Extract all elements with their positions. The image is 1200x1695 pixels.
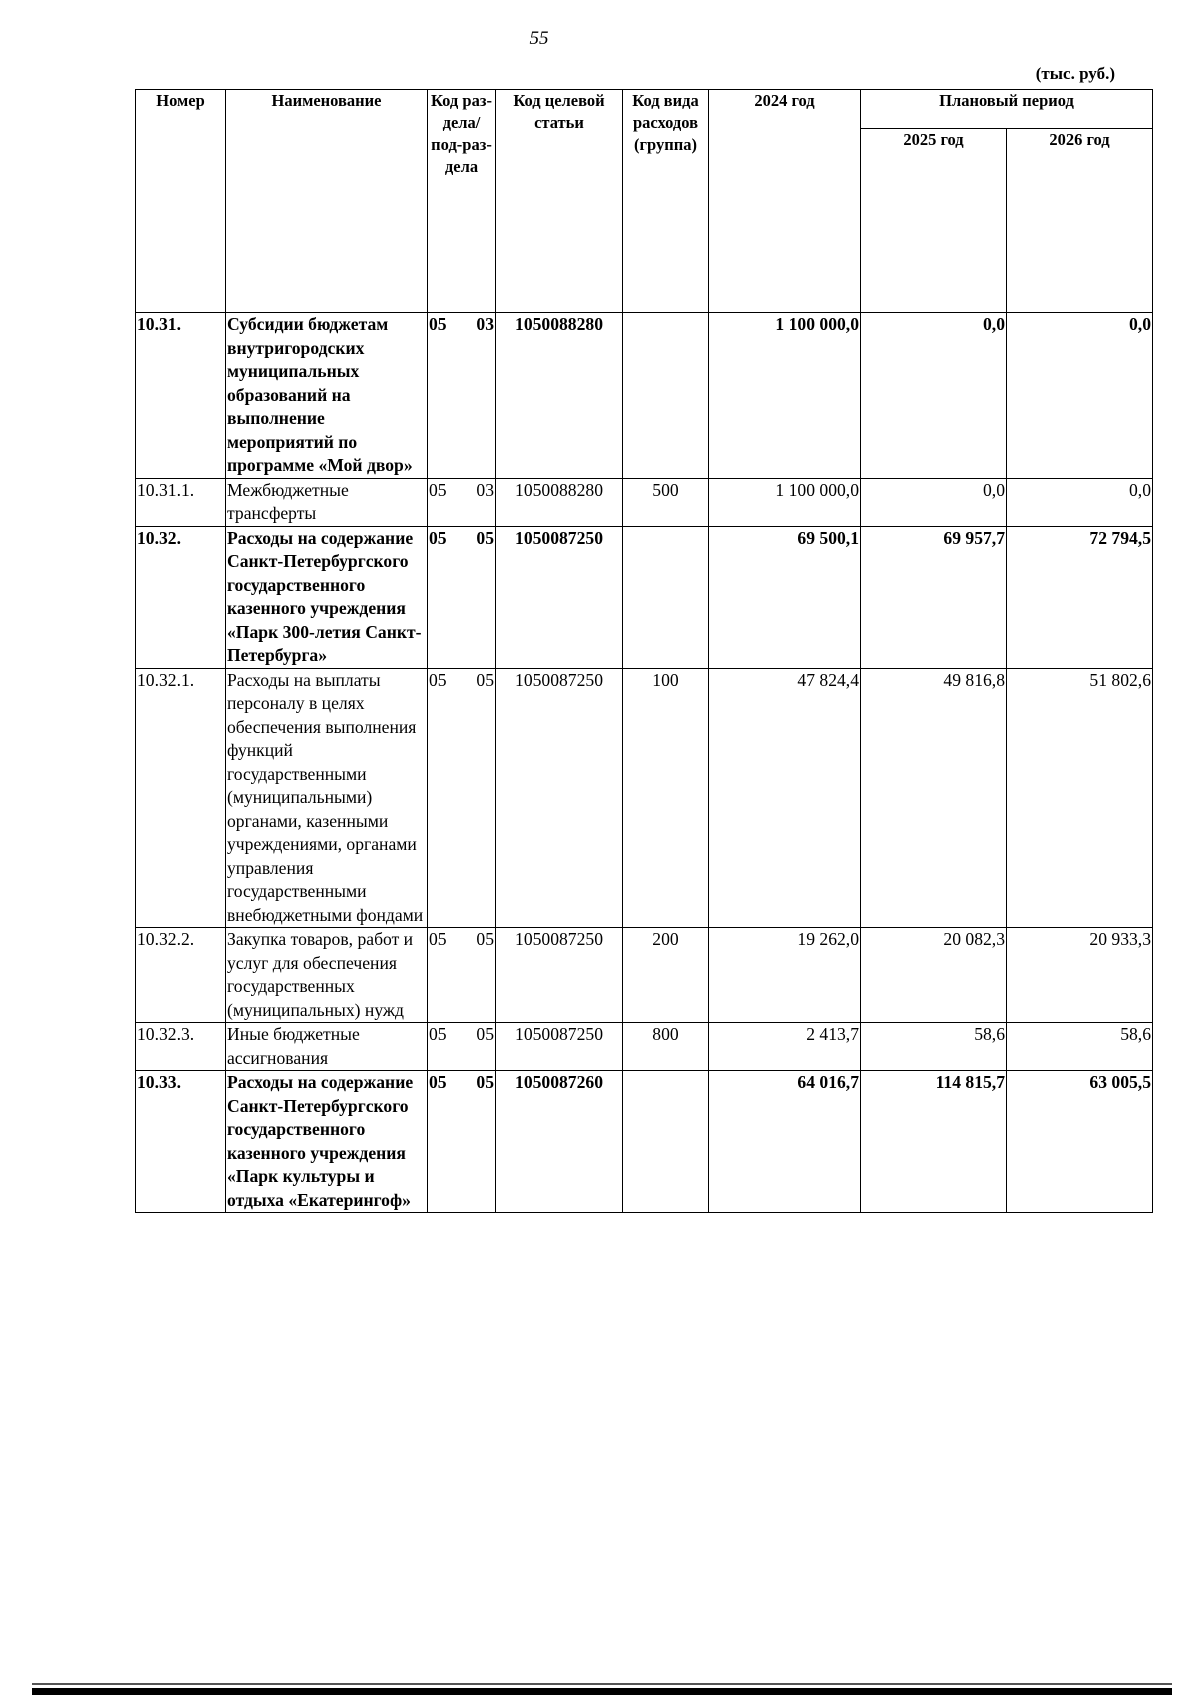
- row-number: 10.32.3.: [136, 1023, 226, 1071]
- row-value-2026: 63 005,5: [1007, 1071, 1153, 1213]
- table-row: [136, 526, 1153, 668]
- row-value-2024: 64 016,7: [709, 1071, 861, 1213]
- row-razdel: 05: [429, 1024, 447, 1044]
- row-name: Межбюджетные трансферты: [226, 478, 428, 526]
- row-podrazdel: 03: [476, 314, 494, 334]
- row-section-code: [428, 668, 496, 928]
- row-razdel: 05: [429, 669, 447, 690]
- row-podrazdel: 05: [476, 527, 494, 548]
- row-podrazdel: 05: [476, 669, 494, 690]
- row-section-code: [428, 526, 496, 668]
- row-podrazdel: 05: [476, 1024, 494, 1044]
- table-row: [136, 928, 1153, 1023]
- row-value-2024: 69 500,1: [709, 526, 861, 668]
- footer-rule-thin: [32, 1683, 1172, 1685]
- table-row: [136, 478, 1153, 526]
- row-razdel: 05: [429, 929, 447, 949]
- row-number: 10.31.: [136, 313, 226, 479]
- row-value-2025: 58,6: [861, 1023, 1007, 1071]
- row-podrazdel: 03: [476, 479, 494, 500]
- row-value-2026: 20 933,3: [1007, 928, 1153, 1023]
- header-year-2026: 2026 год: [1007, 129, 1153, 313]
- row-expense-type: [623, 313, 709, 479]
- header-year-2024: 2024 год: [709, 90, 861, 313]
- row-value-2026: 58,6: [1007, 1023, 1153, 1071]
- row-razdel: 05: [429, 479, 447, 500]
- row-expense-type: 100: [623, 668, 709, 928]
- table-row: [136, 1023, 1153, 1071]
- row-number: 10.31.1.: [136, 478, 226, 526]
- row-value-2024: 2 413,7: [709, 1023, 861, 1071]
- row-value-2025: 20 082,3: [861, 928, 1007, 1023]
- row-section-code: [428, 478, 496, 526]
- row-section-code: [428, 1023, 496, 1071]
- row-value-2024: 47 824,4: [709, 668, 861, 928]
- header-target-code: Код целевой статьи: [496, 90, 623, 313]
- row-razdel: 05: [429, 1072, 447, 1092]
- row-name: Иные бюджетные ассигнования: [226, 1023, 428, 1071]
- row-value-2025: 0,0: [861, 478, 1007, 526]
- budget-table: [135, 89, 1153, 1213]
- table-row: [136, 313, 1153, 479]
- row-value-2025: 0,0: [861, 313, 1007, 479]
- row-podrazdel: 05: [476, 1072, 494, 1092]
- row-target-code: 1050087250: [496, 668, 623, 928]
- row-name: Субсидии бюджетам внутригородских муниципальных образований на выполнение мероприятий по программе «Мой двор»: [226, 313, 428, 479]
- row-name: Расходы на выплаты персоналу в целях обеспечения выполнения функций государственными (муниципальными) органами, казенными учреждениями, органами управления государственными внебюджетными фондами: [226, 668, 428, 928]
- row-value-2024: 1 100 000,0: [709, 478, 861, 526]
- row-number: 10.32.1.: [136, 668, 226, 928]
- header-year-2025: 2025 год: [861, 129, 1007, 313]
- header-planning-period: Плановый период: [861, 90, 1153, 129]
- header-expense-type-code: Код вида расходов (группа): [623, 90, 709, 313]
- row-value-2026: 72 794,5: [1007, 526, 1153, 668]
- row-section-code: [428, 313, 496, 479]
- row-target-code: 1050087260: [496, 1071, 623, 1213]
- table-row: [136, 668, 1153, 928]
- header-number: Номер: [136, 90, 226, 313]
- row-name: Закупка товаров, работ и услуг для обеспечения государственных (муниципальных) нужд: [226, 928, 428, 1023]
- row-value-2025: 114 815,7: [861, 1071, 1007, 1213]
- row-expense-type: 200: [623, 928, 709, 1023]
- row-value-2025: 69 957,7: [861, 526, 1007, 668]
- row-value-2026: 0,0: [1007, 313, 1153, 479]
- row-name: Расходы на содержание Санкт-Петербургского государственного казенного учреждения «Парк культуры и отдыха «Екатерингоф»: [226, 1071, 428, 1213]
- footer-rule: [32, 1688, 1172, 1695]
- row-expense-type: 800: [623, 1023, 709, 1071]
- row-target-code: 1050088280: [496, 313, 623, 479]
- row-target-code: 1050087250: [496, 1023, 623, 1071]
- table-body: [136, 313, 1153, 1213]
- row-razdel: 05: [429, 527, 447, 548]
- row-expense-type: [623, 1071, 709, 1213]
- row-section-code: [428, 1071, 496, 1213]
- row-razdel: 05: [429, 314, 447, 334]
- row-target-code: 1050087250: [496, 526, 623, 668]
- row-name: Расходы на содержание Санкт-Петербургского государственного казенного учреждения «Парк 300-летия Санкт-Петербурга»: [226, 526, 428, 668]
- page-number: 55: [529, 28, 549, 49]
- row-target-code: 1050088280: [496, 478, 623, 526]
- row-section-code: [428, 928, 496, 1023]
- row-podrazdel: 05: [476, 929, 494, 949]
- row-expense-type: 500: [623, 478, 709, 526]
- row-value-2026: 0,0: [1007, 478, 1153, 526]
- row-value-2026: 51 802,6: [1007, 668, 1153, 928]
- row-expense-type: [623, 526, 709, 668]
- row-value-2024: 1 100 000,0: [709, 313, 861, 479]
- header-section-code: Код раз-дела/ под-раз-дела: [428, 90, 496, 313]
- row-target-code: 1050087250: [496, 928, 623, 1023]
- row-number: 10.33.: [136, 1071, 226, 1213]
- row-number: 10.32.: [136, 526, 226, 668]
- table-row: [136, 1071, 1153, 1213]
- header-name: Наименование: [226, 90, 428, 313]
- row-value-2025: 49 816,8: [861, 668, 1007, 928]
- row-value-2024: 19 262,0: [709, 928, 861, 1023]
- units-label: (тыс. руб.): [1035, 64, 1115, 83]
- row-number: 10.32.2.: [136, 928, 226, 1023]
